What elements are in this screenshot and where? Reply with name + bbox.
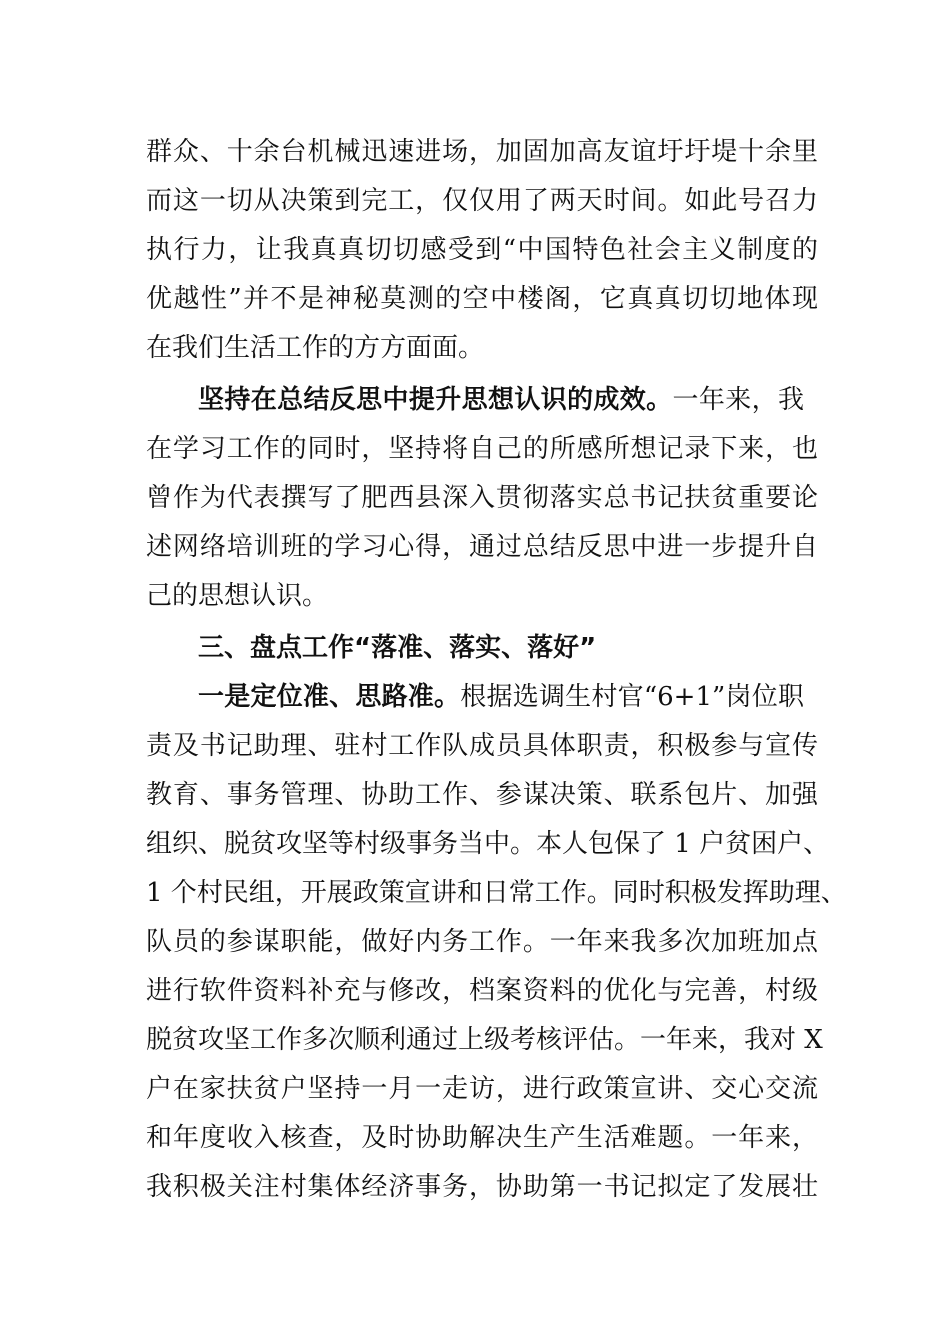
paragraph-3-line-1-rest: 根据选调生村官“6+1”岗位职 xyxy=(460,682,804,712)
paragraph-2-bold-lead: 坚持在总结反思中提升思想认识的成效。 xyxy=(198,385,673,415)
paragraph-2-line-1-rest: 一年来，我 xyxy=(672,385,804,415)
paragraph-3-line-10: 和年度收入核查，及时协助解决生产生活难题。一年来， xyxy=(146,1123,818,1153)
paragraph-2-line-2: 在学习工作的同时，坚持将自己的所感所想记录下来，也 xyxy=(146,434,818,464)
paragraph-2-line-1 xyxy=(198,380,804,420)
paragraph-2-line-4: 述网络培训班的学习心得，通过总结反思中进一步提升自 xyxy=(146,532,818,562)
paragraph-1-line-3: 执行力，让我真真切切感受到“中国特色社会主义制度的 xyxy=(146,235,818,265)
paragraph-3-line-9: 户在家扶贫户坚持一月一走访，进行政策宣讲、交心交流 xyxy=(146,1074,818,1104)
paragraph-3-line-4: 组织、脱贫攻坚等村级事务当中。本人包保了 1 户贫困户、 xyxy=(146,829,830,859)
section-heading: 三、盘点工作“落准、落实、落好” xyxy=(198,633,597,663)
paragraph-1-line-1: 群众、十余台机械迅速进场，加固加高友谊圩圩堤十余里 xyxy=(146,137,818,167)
paragraph-3-line-2: 责及书记助理、驻村工作队成员具体职责，积极参与宣传 xyxy=(146,731,818,761)
paragraph-1-line-4: 优越性”并不是神秘莫测的空中楼阁，它真真切切地体现 xyxy=(146,284,818,314)
paragraph-3-line-11: 我积极关注村集体经济事务，协助第一书记拟定了发展壮 xyxy=(146,1172,818,1202)
paragraph-3-bold-lead: 一是定位准、思路准。 xyxy=(198,682,461,712)
paragraph-3-line-8: 脱贫攻坚工作多次顺利通过上级考核评估。一年来，我对 X xyxy=(146,1025,823,1055)
paragraph-3-line-3: 教育、事务管理、协助工作、参谋决策、联系包片、加强 xyxy=(146,780,818,810)
paragraph-2-line-5: 己的思想认识。 xyxy=(146,581,329,611)
paragraph-3-line-7: 进行软件资料补充与修改，档案资料的优化与完善，村级 xyxy=(146,976,818,1006)
paragraph-1-line-5: 在我们生活工作的方方面面。 xyxy=(146,333,485,363)
paragraph-3-line-5: 1 个村民组，开展政策宣讲和日常工作。同时积极发挥助理、 xyxy=(146,878,847,908)
paragraph-1-line-2: 而这一切从决策到完工，仅仅用了两天时间。如此号召力 xyxy=(146,186,818,216)
paragraph-3-line-6: 队员的参谋职能，做好内务工作。一年来我多次加班加点 xyxy=(146,927,818,957)
paragraph-3-line-1 xyxy=(198,677,804,717)
paragraph-2-line-3: 曾作为代表撰写了肥西县深入贯彻落实总书记扶贫重要论 xyxy=(146,483,818,513)
